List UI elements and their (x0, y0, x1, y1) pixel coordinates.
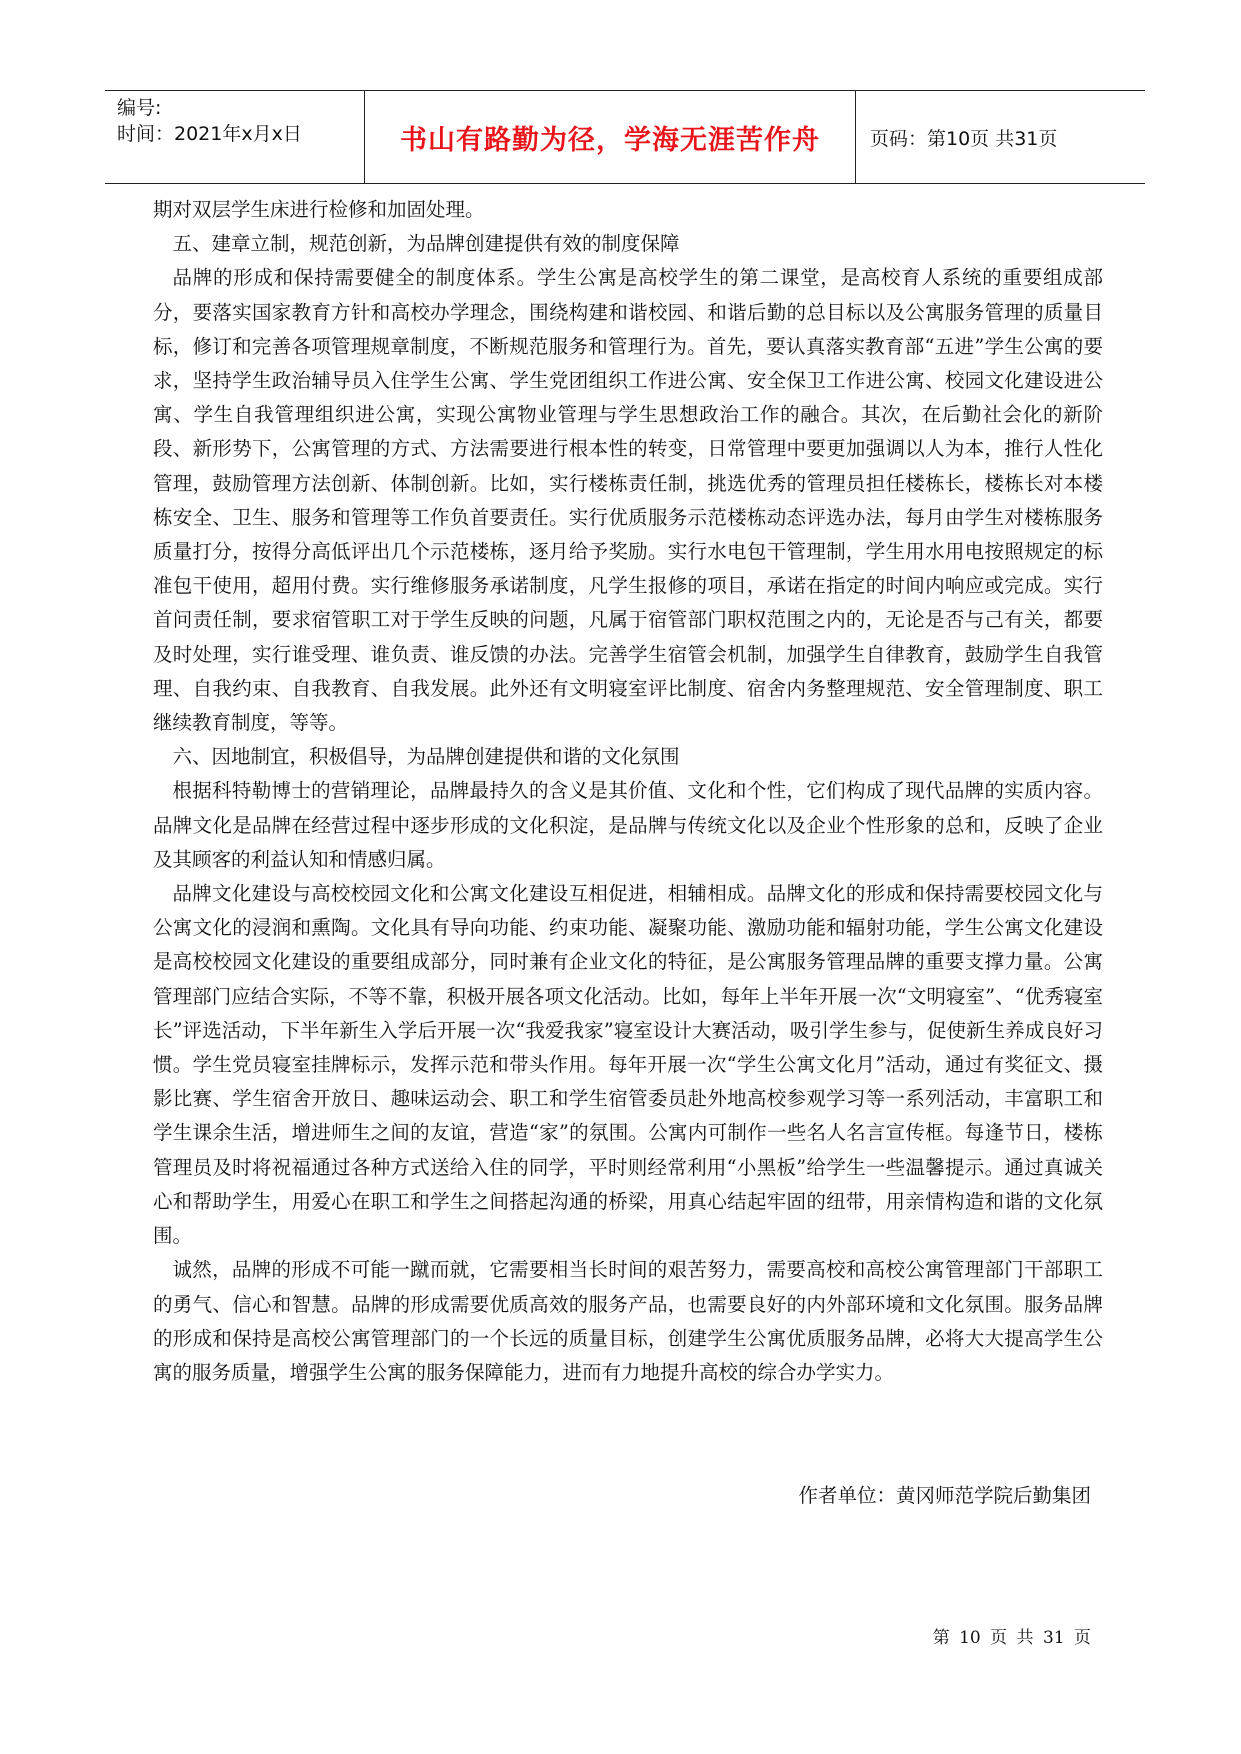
paragraph-continuation: 期对双层学生床进行检修和加固处理。 (153, 198, 485, 221)
section-heading-6: 六、因地制宜，积极倡导，为品牌创建提供和谐的文化氛围 (172, 745, 680, 769)
paragraph: 根据科特勒博士的营销理论，品牌最持久的含义是其价值、文化和个性，它们构成了现代品牌的实质内容。品牌文化是品牌在经营过程中逐步形成的文化积淀，是品牌与传统文化以及企业个性形象的总和，反映了企业及其顾客的利益认知和情感归属。 (153, 779, 1103, 871)
document-body (153, 193, 1103, 1390)
header-meta (105, 91, 365, 183)
paragraph: 诚然，品牌的形成不可能一蹴而就，它需要相当长时间的艰苦努力，需要高校和高校公寓管理部门干部职工的勇气、信心和智慧。品牌的形成需要优质高效的服务产品，也需要良好的内外部环境和文化氛围。服务品牌的形成和保持是高校公寓管理部门的一个长远的质量目标，创建学生公寓优质服务品牌，必将大大提高学生公寓的服务质量，增强学生公寓的服务保障能力，进而有力地提升高校的综合办学实力。 (153, 1258, 1103, 1384)
section-heading-5: 五、建章立制，规范创新，为品牌创建提供有效的制度保障 (172, 232, 680, 256)
page-footer: 第 10 页 共 31 页 (932, 1628, 1091, 1648)
page-header (105, 90, 1145, 184)
paragraph: 品牌的形成和保持需要健全的制度体系。学生公寓是高校学生的第二课堂，是高校育人系统的重要组成部分，要落实国家教育方针和高校办学理念，围绕构建和谐校园、和谐后勤的总目标以及公寓服务管理的质量目标，修订和完善各项管理规章制度，不断规范服务和管理行为。首先，要认真落实教育部“五进”学生公寓的要求，坚持学生政治辅导员入住学生公寓、学生党团组织工作进公寓、安全保卫工作进公寓、校园文化建设进公寓、学生自我管理组织进公寓，实现公寓物业管理与学生思想政治工作的融合。其次，在后勤社会化的新阶段、新形势下，公寓管理的方式、方法需要进行根本性的转变，日常管理中要更加强调以人为本，推行人性化管理，鼓励管理方法创新、体制创新。比如，实行楼栋责任制，挑选优秀的管理员担任楼栋长，楼栋长对本楼栋安全、卫生、服务和管理等工作负首要责任。实行优质服务示范楼栋动态评选办法，每月由学生对楼栋服务质量打分，按得分高低评出几个示范楼栋，逐月给予奖励。实行水电包干管理制，学生用水用电按照规定的标准包干使用，超用付费。实行维修服务承诺制度，凡学生报修的项目，承诺在指定的时间内响应或完成。实行首问责任制，要求宿管职工对于学生反映的问题，凡属于宿管部门职权范围之内的，无论是否与己有关，都要及时处理，实行谁受理、谁负责、谁反馈的办法。完善学生宿管会机制，加强学生自律教育，鼓励学生自我管理、自我约束、自我教育、自我发展。此外还有文明寝室评比制度、宿舍内务整理规范、安全管理制度、职工继续教育制度，等等。 (153, 266, 1103, 735)
time-label: 时间：2021年x月x日 (117, 123, 302, 145)
header-page-label: 页码：第10页 共31页 (870, 127, 1058, 150)
paragraph: 品牌文化建设与高校校园文化和公寓文化建设互相促进，相辅相成。品牌文化的形成和保持需要校园文化与公寓文化的浸润和熏陶。文化具有导向功能、约束功能、凝聚功能、激励功能和辐射功能，学生公寓文化建设是高校校园文化建设的重要组成部分，同时兼有企业文化的特征，是公寓服务管理品牌的重要支撑力量。公寓管理部门应结合实际，不等不靠，积极开展各项文化活动。比如，每年上半年开展一次“文明寝室”、“优秀寝室长”评选活动，下半年新生入学后开展一次“我爱我家”寝室设计大赛活动，吸引学生参与，促使新生养成良好习惯。学生党员寝室挂牌标示，发挥示范和带头作用。每年开展一次“学生公寓文化月”活动，通过有奖征文、摄影比赛、学生宿舍开放日、趣味运动会、职工和学生宿管委员赴外地高校参观学习等一系列活动，丰富职工和学生课余生活，增进师生之间的友谊，营造“家”的氛围。公寓内可制作一些名人名言宣传框。每逢节日，楼栋管理员及时将祝福通过各种方式送给入住的同学，平时则经常利用“小黑板”给学生一些温馨提示。通过真诚关心和帮助学生，用爱心在职工和学生之间搭起沟通的桥梁，用真心结起牢固的纽带，用亲情构造和谐的文化氛围。 (153, 882, 1103, 1248)
serial-label: 编号: (117, 97, 162, 119)
author-affiliation: 作者单位：黄冈师范学院后勤集团 (798, 1484, 1091, 1507)
header-motto: 书山有路勤为径，学海无涯苦作舟 (365, 91, 856, 183)
